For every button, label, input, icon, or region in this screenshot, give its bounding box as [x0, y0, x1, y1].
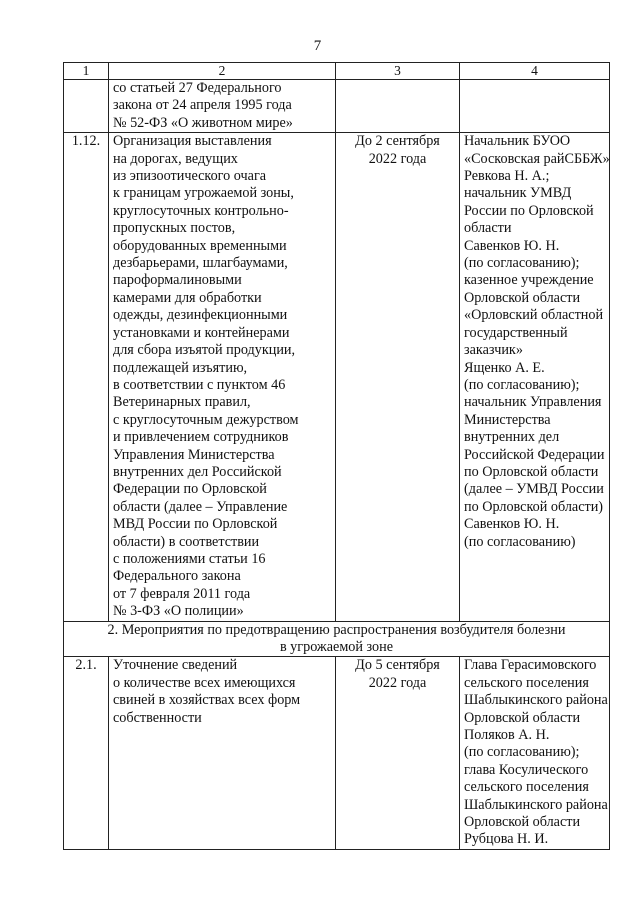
header-row — [64, 63, 610, 80]
text-line: начальник УМВД — [464, 185, 572, 202]
text-line: и привлечением сотрудников — [113, 429, 289, 446]
text-line: (по согласованию); — [464, 744, 580, 761]
text-line: со статьей 27 Федерального — [113, 80, 282, 96]
text-line: Федерации по Орловской — [113, 481, 267, 498]
text-line: по Орловской области — [464, 463, 599, 480]
text-line: в угрожаемой зоне — [279, 639, 394, 655]
text-line: 2022 года — [368, 674, 427, 691]
text-line: казенное учреждение — [464, 272, 594, 289]
text-line: Шаблыкинского района — [464, 692, 608, 709]
text-line: Министерства — [464, 411, 551, 428]
col-header-1: 1 — [64, 63, 109, 80]
text-line: глава Косулического — [464, 761, 589, 778]
col-header-4: 4 — [460, 63, 610, 80]
text-line: Начальник БУОО — [464, 133, 571, 150]
text-line: № 52-ФЗ «О животном мире» — [113, 114, 293, 131]
text-line: от 7 февраля 2011 года — [113, 585, 251, 602]
text-line: закона от 24 апреля 1995 года — [113, 97, 292, 114]
text-line: 2022 года — [368, 150, 427, 167]
text-line: в соответствии с пунктом 46 — [113, 376, 286, 393]
text-line: пароформалиновыми — [113, 272, 242, 289]
responsible — [460, 657, 610, 849]
text-line: Российской Федерации — [464, 446, 605, 463]
text-line: России по Орловской — [464, 202, 594, 219]
text-line: подлежащей изъятию, — [113, 359, 248, 376]
table-row-continuation — [64, 80, 610, 133]
text-line: с круглосуточным дежурством — [113, 411, 299, 428]
text-line: начальник Управления — [464, 394, 602, 411]
text-line: по Орловской области) — [464, 498, 604, 515]
text-line: «Орловский областной — [464, 307, 604, 324]
text-line: (по согласованию); — [464, 376, 580, 393]
text-line: из эпизоотического очага — [113, 168, 267, 185]
text-line: государственный — [464, 324, 568, 341]
text-line: пропускных постов, — [113, 220, 236, 237]
text-line: области) в соответствии — [113, 533, 260, 550]
measures-table — [63, 62, 610, 850]
text-line: Ященко А. Е. — [464, 359, 545, 376]
text-line: с положениями статьи 16 — [113, 550, 266, 567]
text-line: (далее – УМВД России — [464, 481, 604, 498]
text-line: внутренних дел — [464, 429, 560, 446]
text-line: Глава Герасимовского — [464, 657, 597, 674]
row-number: 2.1. — [64, 657, 109, 849]
table-row-1-12 — [64, 133, 610, 621]
text-line: «Сосковская райСББЖ» — [464, 150, 610, 167]
text-line: МВД России по Орловской — [113, 516, 278, 533]
text-line: Поляков А. Н. — [464, 727, 550, 744]
responsible — [460, 133, 610, 621]
text-line: области (далее – Управление — [113, 498, 288, 515]
deadline — [336, 80, 460, 133]
measure-text — [109, 80, 336, 133]
section-title — [64, 621, 610, 657]
text-line: До 5 сентября — [355, 657, 440, 674]
text-line: Орловской области — [464, 709, 581, 726]
section-2-row — [64, 621, 610, 657]
text-line: 2. Мероприятия по предотвращению распространения возбудителя болезни — [107, 621, 566, 638]
col-header-2: 2 — [109, 63, 336, 80]
text-line: Орловской области — [464, 289, 581, 306]
text-line: сельского поселения — [464, 674, 589, 691]
text-line: Орловской области — [464, 814, 581, 831]
text-line: До 2 сентября — [355, 133, 440, 150]
text-line: дезбарьерами, шлагбаумами, — [113, 255, 288, 272]
text-line: круглосуточных контрольно- — [113, 202, 289, 219]
measure-text — [109, 133, 336, 621]
text-line: Управления Министерства — [113, 446, 275, 463]
text-line: оборудованных временными — [113, 237, 287, 254]
text-line: к границам угрожаемой зоны, — [113, 185, 294, 202]
text-line: (по согласованию); — [464, 255, 580, 272]
deadline — [336, 657, 460, 849]
text-line: Уточнение сведений — [113, 657, 238, 674]
responsible — [460, 80, 610, 133]
text-line: установками и контейнерами — [113, 324, 290, 341]
text-line: Федерального закона — [113, 568, 241, 585]
row-number — [64, 80, 109, 133]
text-line: о количестве всех имеющихся — [113, 674, 296, 691]
deadline — [336, 133, 460, 621]
text-line: Организация выставления — [113, 133, 272, 150]
text-line: собственности — [113, 709, 202, 726]
text-line: заказчик» — [464, 342, 523, 359]
col-header-3: 3 — [336, 63, 460, 80]
page-number: 7 — [313, 38, 322, 54]
text-line: Рубцова Н. И. — [464, 831, 549, 848]
text-line: одежды, дезинфекционными — [113, 307, 288, 324]
text-line: Савенков Ю. Н. — [464, 237, 560, 254]
text-line: сельского поселения — [464, 779, 589, 796]
measure-text — [109, 657, 336, 849]
text-line: Ревкова Н. А.; — [464, 168, 550, 185]
text-line: области — [464, 220, 512, 237]
row-number: 1.12. — [64, 133, 109, 621]
text-line: № 3-ФЗ «О полиции» — [113, 603, 244, 620]
text-line: Шаблыкинского района — [464, 796, 608, 813]
text-line: Ветеринарных правил, — [113, 394, 251, 411]
text-line: для сбора изъятой продукции, — [113, 342, 296, 359]
text-line: (по согласованию) — [464, 533, 576, 550]
text-line: камерами для обработки — [113, 289, 262, 306]
text-line: свиней в хозяйствах всех форм — [113, 692, 301, 709]
text-line: внутренних дел Российской — [113, 463, 282, 480]
text-line: Савенков Ю. Н. — [464, 516, 560, 533]
text-line: на дорогах, ведущих — [113, 150, 238, 167]
table-row-2-1 — [64, 657, 610, 849]
